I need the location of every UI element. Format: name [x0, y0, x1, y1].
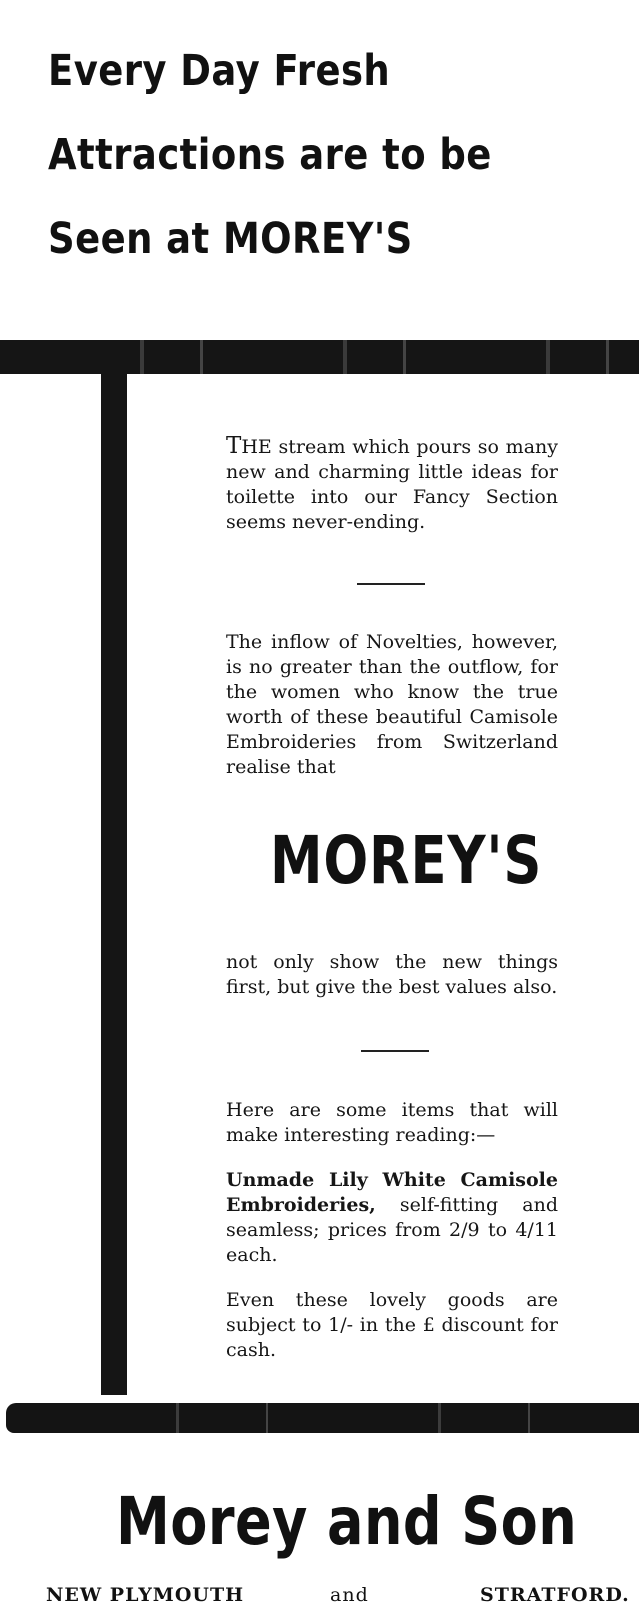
brand-callout: MOREY'S [270, 822, 543, 899]
top-border-bar [0, 340, 639, 374]
location-new-plymouth: NEW PLYMOUTH [46, 1584, 245, 1606]
divider-rule [357, 583, 425, 585]
headline-line-2: Attractions are to be [48, 130, 492, 180]
paragraph-camisole-item [226, 1168, 558, 1268]
store-name: Morey and Son [116, 1483, 578, 1560]
paragraph-novelties: The inflow of Novelties, however, is no greater than the outflow, for the women who know the true worth of these beautiful Camisole Embroideries from Switzerland realise that [226, 631, 558, 778]
item-details: self-fitting and seamless; prices from 2/9 to 4/11 each. [226, 1194, 558, 1266]
location-connector: and [330, 1584, 369, 1606]
headline-line-3: Seen at MOREY'S [48, 214, 413, 264]
paragraph-discount: Even these lovely goods are subject to 1/- in the £ discount for cash. [226, 1289, 558, 1361]
left-border-bar [101, 373, 127, 1395]
divider-rule [361, 1050, 429, 1052]
drop-cap: T [226, 433, 242, 459]
paragraph-intro-text: HE stream which pours so many new and charming little ideas for toilette into our Fancy Section seems never-ending. [226, 436, 558, 533]
location-stratford: STRATFORD. [480, 1584, 630, 1606]
paragraph-values: not only show the new things first, but give the best values also. [226, 951, 558, 998]
paragraph-intro [226, 434, 558, 535]
bottom-border-bar [6, 1403, 639, 1433]
item-name: Unmade Lily White Camisole Embroideries, [226, 1169, 558, 1216]
headline-line-1: Every Day Fresh [48, 46, 391, 96]
paragraph-items-intro: Here are some items that will make interesting reading:— [226, 1099, 558, 1146]
